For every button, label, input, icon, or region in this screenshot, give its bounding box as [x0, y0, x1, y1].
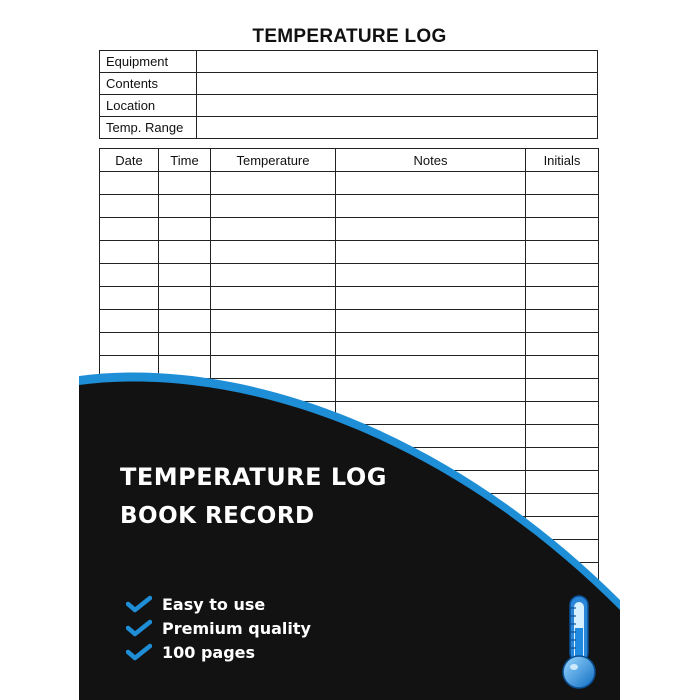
info-field-label: Contents	[100, 73, 197, 95]
book-cover	[79, 0, 620, 700]
check-icon	[126, 643, 152, 661]
feature-label: Easy to use	[162, 594, 266, 614]
feature-label: 100 pages	[162, 642, 256, 662]
feature-label: Premium quality	[162, 618, 311, 638]
cover-headline-line2: BOOK RECORD	[120, 503, 315, 529]
thermometer-icon	[559, 594, 599, 690]
check-icon	[126, 619, 152, 637]
feature-item	[126, 640, 311, 664]
feature-list	[126, 592, 311, 664]
feature-item	[126, 616, 311, 640]
info-field-label: Equipment	[100, 51, 197, 73]
cover-headline-line1: TEMPERATURE LOG	[120, 463, 387, 491]
column-header: Time	[159, 149, 211, 172]
info-field-label: Temp. Range	[100, 117, 197, 139]
check-icon	[126, 595, 152, 613]
column-header: Notes	[336, 149, 526, 172]
column-header: Initials	[526, 149, 599, 172]
sheet-title: TEMPERATURE LOG	[252, 26, 447, 47]
feature-item	[126, 592, 311, 616]
column-header: Date	[100, 149, 159, 172]
column-header: Temperature	[211, 149, 336, 172]
info-field-label: Location	[100, 95, 197, 117]
